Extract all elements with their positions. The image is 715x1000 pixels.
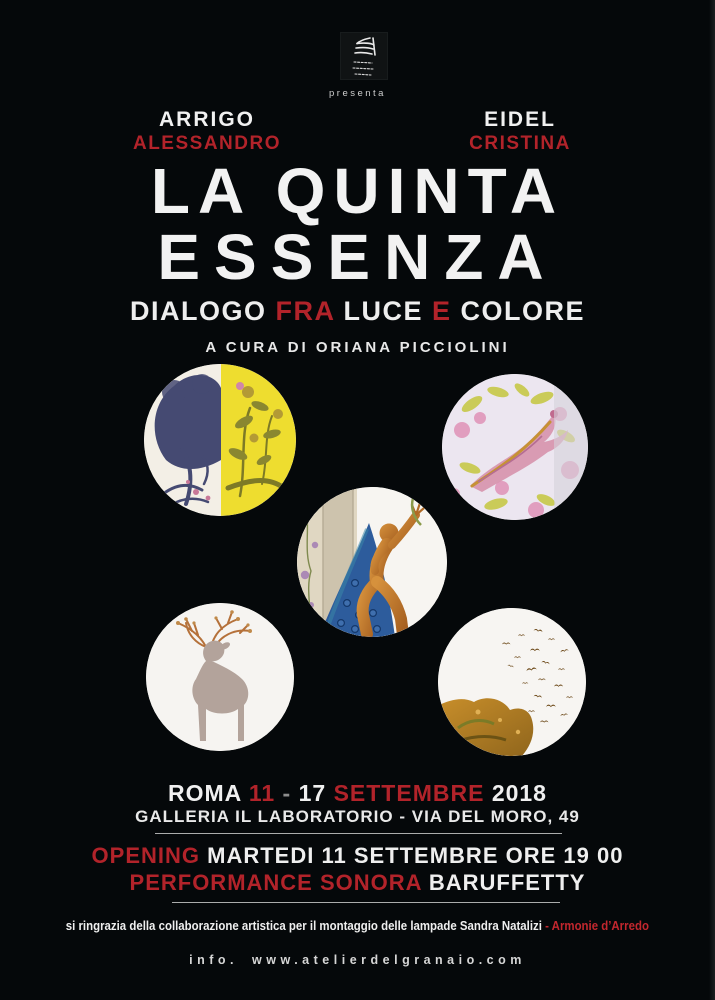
dates-seg: 11	[248, 780, 276, 806]
credits-text: si ringrazia della collaborazione artistica per il montaggio delle lampade Sandra Natalizi	[65, 918, 546, 933]
info-label: info.	[189, 953, 238, 967]
artist-right	[410, 109, 630, 154]
artwork-deer-branches	[146, 603, 294, 751]
credits-line	[0, 917, 715, 935]
artist-right-firstname: CRISTINA	[469, 132, 571, 154]
opening-line	[0, 843, 715, 869]
artist-left-name: ARRIGO	[159, 108, 255, 131]
opening-label: OPENING	[91, 843, 208, 868]
subtitle-seg: COLORE	[451, 296, 586, 326]
dates-seg: SETTEMBRE	[333, 780, 492, 806]
event-dates	[0, 780, 715, 807]
poster-title	[0, 155, 715, 293]
dates-seg: ROMA	[168, 780, 249, 806]
footer-info	[0, 953, 715, 967]
artist-right-name: EIDEL	[484, 108, 556, 131]
atelier-logo	[340, 32, 388, 80]
dates-seg: -	[275, 780, 299, 806]
divider-line	[155, 833, 562, 834]
title-line2: ESSENZA	[157, 221, 558, 293]
artist-left	[97, 109, 317, 154]
title-line1: LA QUINTA	[150, 155, 565, 227]
subtitle-seg: LUCE	[334, 296, 432, 326]
artwork-gold-paint-birds	[438, 608, 586, 756]
performance-line	[0, 870, 715, 896]
opening-details: MARTEDI 11 SETTEMBRE ORE 19 00	[207, 843, 624, 868]
atelier-logo-icon	[341, 33, 387, 79]
performance-artist: BARUFFETTY	[428, 870, 586, 895]
subtitle-seg: E	[431, 296, 452, 326]
artist-left-firstname: ALESSANDRO	[132, 132, 281, 154]
divider-line	[172, 902, 560, 903]
subtitle-seg: DIALOGO	[129, 296, 276, 326]
navy-tree	[155, 374, 221, 469]
website-url: www.atelierdelgranaio.com	[252, 953, 526, 967]
artwork-chinoiserie-bird	[442, 374, 588, 520]
curator-line: A CURA DI ORIANA PICCIOLINI	[205, 339, 510, 356]
artwork-figure-peacock	[297, 487, 447, 637]
dates-seg: 2018	[491, 780, 547, 806]
artwork-floral-toile-navy-yellow	[144, 364, 296, 516]
venue-line: GALLERIA IL LABORATORIO - VIA DEL MORO, 49	[135, 807, 580, 826]
credits-partner: - Armonie d’Arredo	[545, 918, 650, 933]
performance-label: PERFORMANCE SONORA	[129, 870, 429, 895]
subtitle-seg: FRA	[275, 296, 335, 326]
poster-subtitle	[0, 296, 715, 327]
photo-edge	[709, 0, 715, 1000]
presents-label: presenta	[329, 88, 386, 99]
dates-seg: 17	[298, 780, 334, 806]
